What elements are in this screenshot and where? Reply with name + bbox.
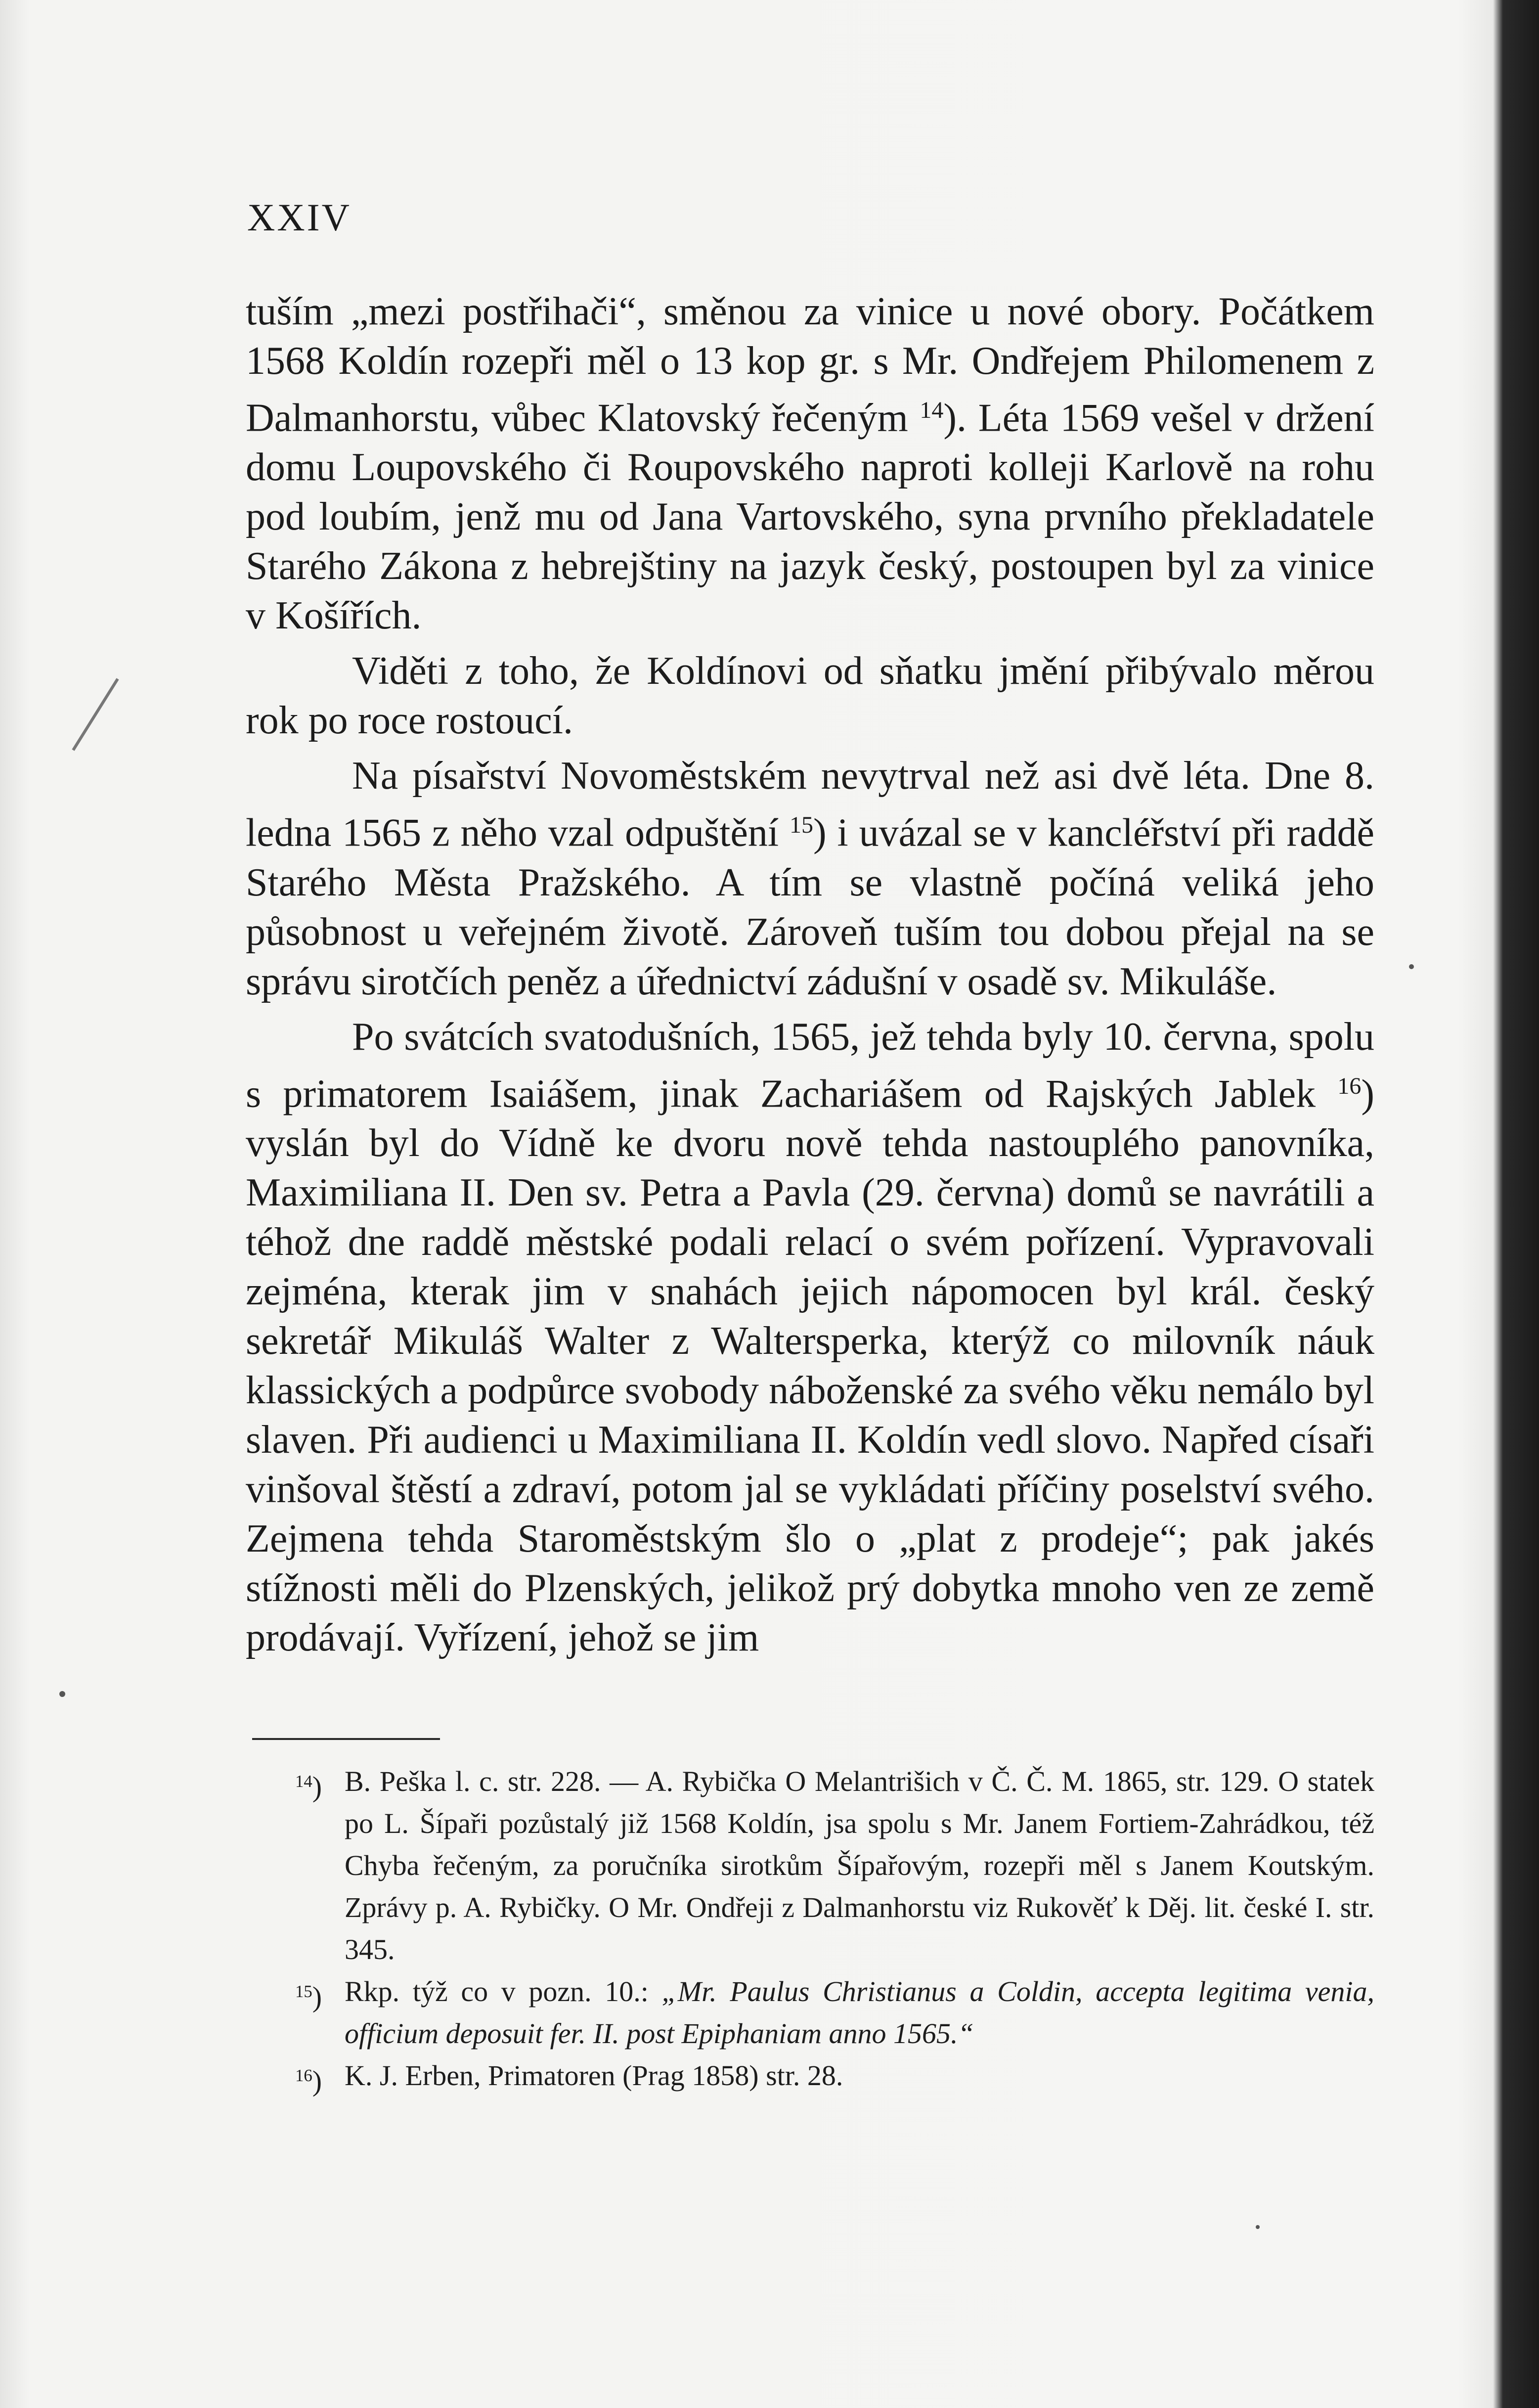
paragraph-1 — [246, 287, 1374, 640]
paragraph-text: ). Léta 1569 vešel v držení domu Loupovského či Roupovského naproti kolleji Karlově na rohu pod loubím, jenž mu od Jana Vartovského, syna prvního překladatele Starého Zákona z hebrejštiny na jazyk český, postoupen byl za vinice v Košířích. — [246, 396, 1374, 638]
footnote-text-italic: „Mr. Paulus Christianus a Coldin, accepta legitima venia, officium deposuit fer. II. post Epiphaniam anno 1565.“ — [345, 1975, 1374, 2050]
page-number: XXIV — [247, 196, 352, 239]
ink-speck — [59, 1691, 65, 1697]
footnote-ref: 14 — [920, 397, 944, 423]
paragraph-3 — [246, 751, 1374, 1006]
footnotes — [295, 1760, 1374, 2096]
footnote-number: 15 — [295, 1982, 312, 2001]
paragraph-text: Na písařství Novoměstském nevytrval než asi dvě léta. Dne 8. ledna 1565 z něho vzal odpuštění — [246, 754, 1374, 855]
footnote-text — [345, 1975, 1374, 2050]
footnote-15 — [295, 1970, 1374, 2054]
footnote-ref: 15 — [789, 812, 813, 839]
body-text — [246, 287, 1374, 1668]
footnote-text-plain: Rkp. týž co v pozn. 10.: — [345, 1975, 662, 2007]
paragraph-text: tuším „mezi postřihači“, směnou za vinice u nové obory. Počátkem 1568 Koldín rozepři měl o 13 kop gr. s Mr. Ondřejem Philomenem z Dalmanhorstu, vůbec Klatovský řečeným — [246, 290, 1374, 440]
footnote-14 — [295, 1760, 1374, 1970]
footnote-text: B. Peška l. c. str. 228. — A. Rybička O Melantrišich v Č. Č. M. 1865, str. 129. O statek po L. Šípaři pozůstalý již 1568 Koldín, jsa spolu s Mr. Janem Fortiem-Zahrádkou, též Chyba řečeným, za poručníka sirotkům Šípařovým, rozepři měl s Janem Koutským. Zprávy p. A. Rybičky. O Mr. Ondřeji z Dalmanhorstu viz Rukověť k Děj. lit. české I. str. 345. — [345, 1765, 1374, 1965]
footnote-text: K. J. Erben, Primatoren (Prag 1858) str. 28. — [345, 2059, 843, 2092]
paragraph-2 — [246, 646, 1374, 745]
footnote-number: 16 — [295, 2066, 312, 2085]
footnote-mark: $^{14}$) — [295, 1771, 322, 1803]
paragraph-text: ) i uvázal se v kancléřství při raddě Starého Města Pražského. A tím se vlastně počíná veliká jeho působnost u veřejném životě. Zároveň tuším tou dobou přejal na se správu sirotčích peněz a úřednictví zádušní v osadě sv. Mikuláše. — [246, 811, 1374, 1003]
footnote-ref: 16 — [1337, 1072, 1362, 1099]
footnote-number: 14 — [295, 1772, 312, 1791]
paragraph-text: Viděti z toho, že Koldínovi od sňatku jmění přibývalo měrou rok po roce rostoucí. — [246, 649, 1374, 743]
paragraph-text: Po svátcích svatodušních, 1565, jež tehda byly 10. června, spolu s primatorem Isaiášem, jinak Zachariášem od Rajských Jablek — [246, 1015, 1374, 1116]
footnote-16 — [295, 2054, 1374, 2096]
ink-speck — [1409, 964, 1414, 969]
footnote-mark: $^{16}$) — [295, 2065, 322, 2097]
footnote-mark: $^{15}$) — [295, 1981, 322, 2013]
paragraph-text: ) vyslán byl do Vídně ke dvoru nově tehda nastouplého panovníka, Maximiliana II. Den sv. Petra a Pavla (29. června) domů se navrátili a téhož dne raddě městské podali relací o svém pořízení. Vypravovali zejména, kterak jim v snahách jejich nápomocen byl král. český sekretář Mikuláš Walter z Waltersperka, kterýž co milovník náuk klassických a podpůrce svobody náboženské za svého věku nemálo byl slaven. Při audienci u Maximiliana II. Koldín vedl slovo. Napřed císaři vinšoval štěstí a zdraví, potom jal se vykládati příčiny poselství svého. Zejmena tehda Staroměstským šlo o „plat z prodeje“; pak jakés stížnosti měli do Plzenských, jelikož prý dobytka mnoho ven ze země prodávají. Vyřízení, jehož se jim — [246, 1072, 1374, 1660]
ink-speck — [1256, 2225, 1260, 2229]
pencil-mark — [72, 678, 119, 751]
footnote-divider — [252, 1738, 440, 1740]
paragraph-4 — [246, 1012, 1374, 1662]
